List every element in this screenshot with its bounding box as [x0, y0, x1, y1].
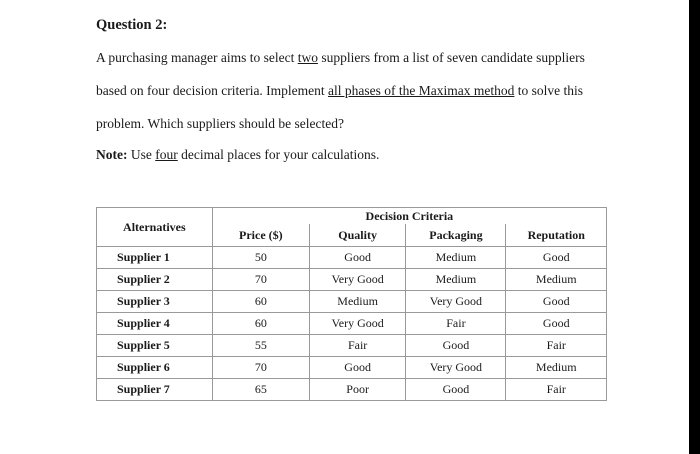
packaging-cell: Fair — [406, 313, 506, 335]
price-cell: 70 — [212, 269, 309, 291]
quality-header: Quality — [309, 224, 405, 247]
packaging-cell: Medium — [406, 247, 506, 269]
question-title: Question 2: — [96, 17, 168, 33]
quality-cell: Good — [309, 357, 405, 379]
alternative-cell: Supplier 6 — [97, 357, 213, 379]
table-row — [97, 291, 607, 313]
table-row — [97, 269, 607, 291]
quality-cell: Very Good — [309, 269, 405, 291]
reputation-header: Reputation — [506, 224, 607, 247]
alternatives-header: Alternatives — [97, 208, 213, 247]
table-row — [97, 313, 607, 335]
alternative-cell: Supplier 2 — [97, 269, 213, 291]
packaging-cell: Medium — [406, 269, 506, 291]
quality-cell: Good — [309, 247, 405, 269]
question-line-1: A purchasing manager aims to select two suppliers from a list of seven candidate suppliers — [96, 50, 585, 65]
packaging-header: Packaging — [406, 224, 506, 247]
reputation-cell: Good — [506, 291, 607, 313]
alternative-cell: Supplier 4 — [97, 313, 213, 335]
price-header: Price ($) — [212, 224, 309, 247]
quality-cell: Very Good — [309, 313, 405, 335]
question-line-3: problem. Which suppliers should be selected? — [96, 116, 344, 131]
price-cell: 60 — [212, 291, 309, 313]
table-row — [97, 335, 607, 357]
packaging-cell: Very Good — [406, 357, 506, 379]
quality-cell: Medium — [309, 291, 405, 313]
reputation-cell: Good — [506, 313, 607, 335]
reputation-cell: Fair — [506, 335, 607, 357]
quality-cell: Poor — [309, 379, 405, 401]
packaging-cell: Very Good — [406, 291, 506, 313]
price-cell: 60 — [212, 313, 309, 335]
decision-criteria-header: Decision Criteria — [212, 208, 606, 225]
packaging-cell: Good — [406, 379, 506, 401]
packaging-cell: Good — [406, 335, 506, 357]
price-cell: 70 — [212, 357, 309, 379]
price-cell: 50 — [212, 247, 309, 269]
alternative-cell: Supplier 5 — [97, 335, 213, 357]
reputation-cell: Medium — [506, 357, 607, 379]
price-cell: 65 — [212, 379, 309, 401]
alternative-cell: Supplier 7 — [97, 379, 213, 401]
supplier-criteria-table — [96, 207, 607, 401]
question-line-2: based on four decision criteria. Implement all phases of the Maximax method to solve this — [96, 83, 584, 98]
table-row — [97, 357, 607, 379]
alternative-cell: Supplier 1 — [97, 247, 213, 269]
reputation-cell: Medium — [506, 269, 607, 291]
table-row — [97, 379, 607, 401]
quality-cell: Fair — [309, 335, 405, 357]
table-header-row-1 — [97, 208, 607, 225]
reputation-cell: Fair — [506, 379, 607, 401]
reputation-cell: Good — [506, 247, 607, 269]
note-line: Note: Use four decimal places for your calculations. — [96, 147, 380, 162]
alternative-cell: Supplier 3 — [97, 291, 213, 313]
table-row — [97, 247, 607, 269]
price-cell: 55 — [212, 335, 309, 357]
